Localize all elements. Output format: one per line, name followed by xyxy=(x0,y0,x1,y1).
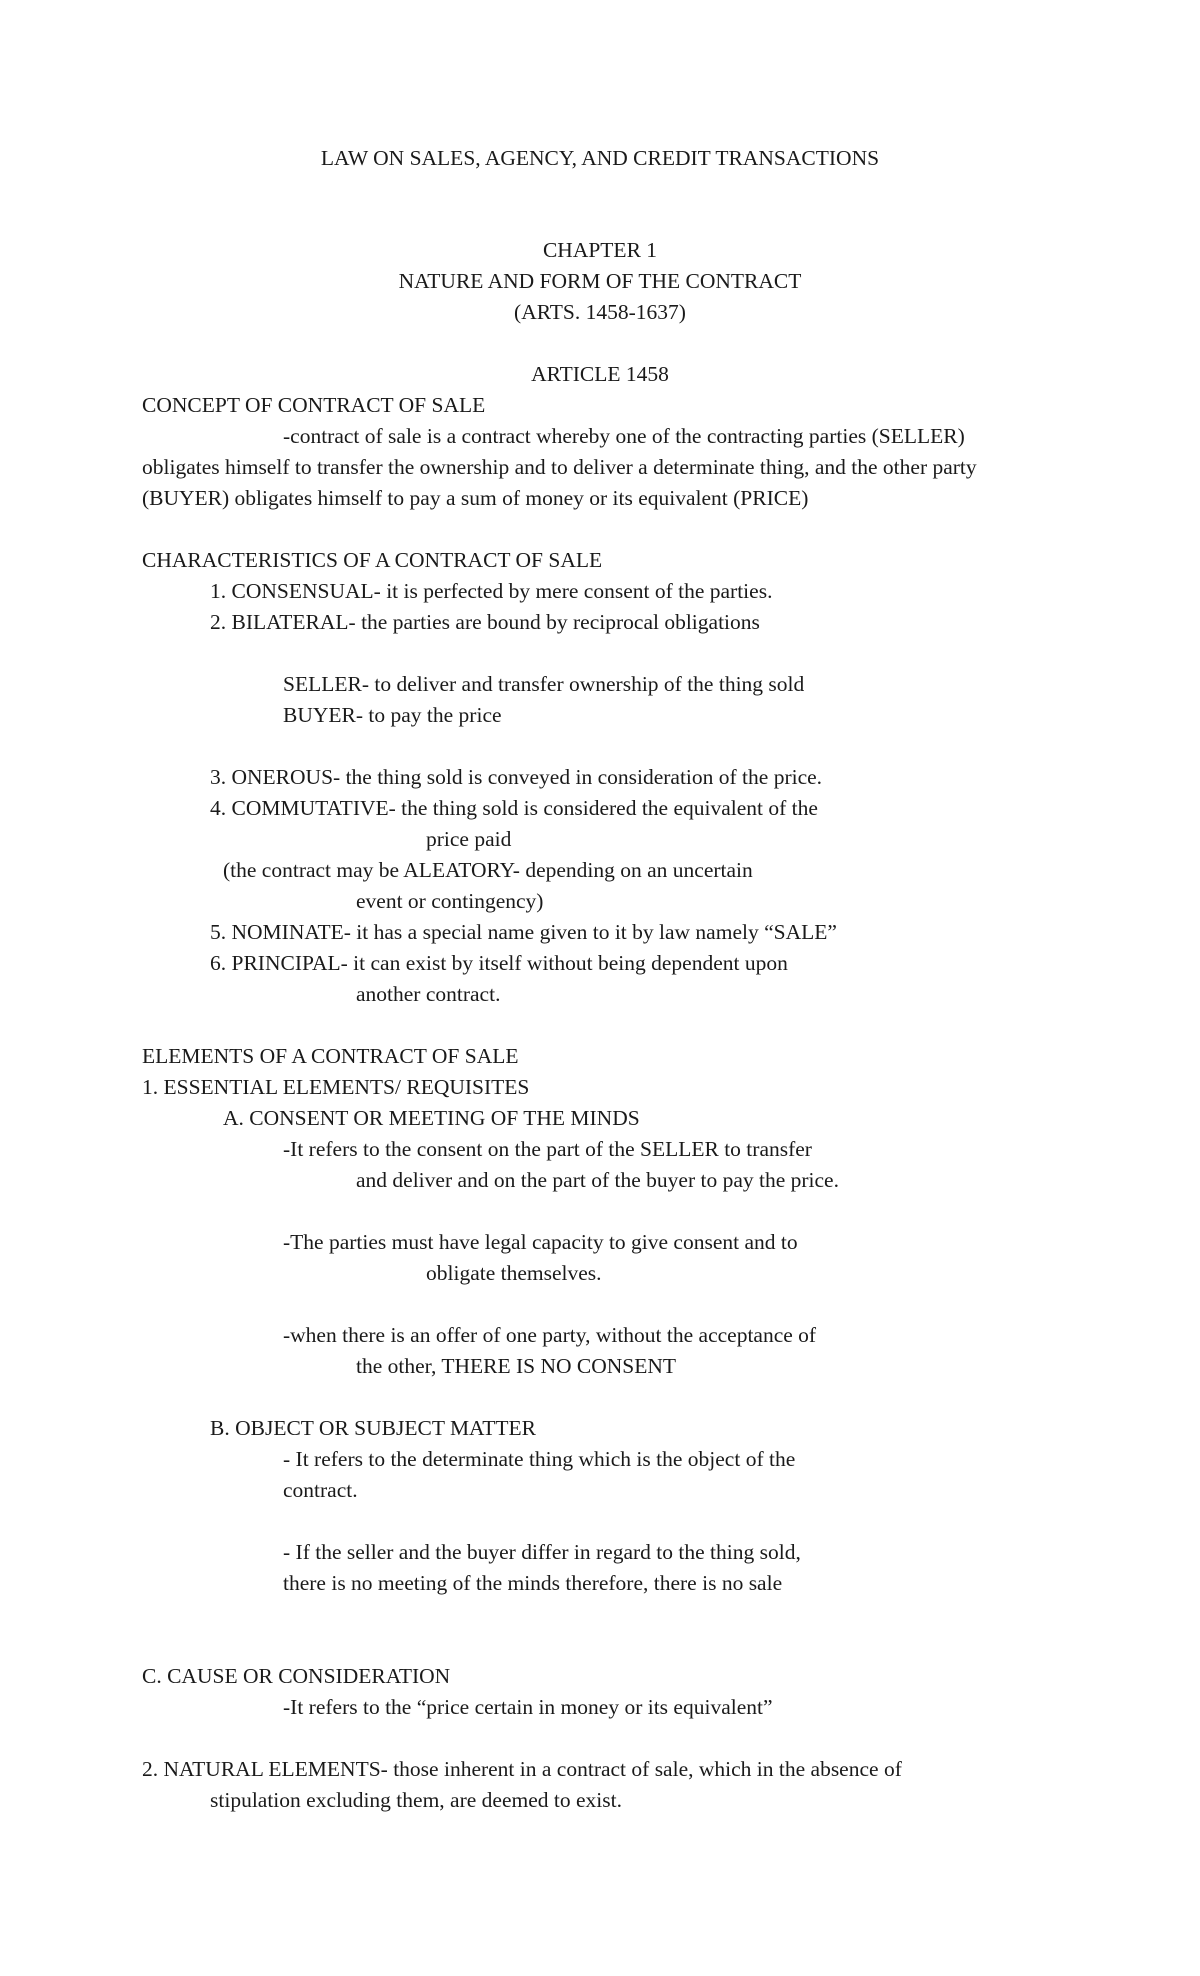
article-heading: ARTICLE 1458 xyxy=(531,362,669,386)
object-text: there is no meeting of the minds therefore, there is no sale xyxy=(283,1571,783,1595)
articles-range: (ARTS. 1458-1637) xyxy=(514,300,686,324)
aleatory-note-continuation: event or contingency) xyxy=(356,889,544,913)
characteristic-item: 3. ONEROUS- the thing sold is conveyed in consideration of the price. xyxy=(210,765,823,789)
concept-line: obligates himself to transfer the ownership and to deliver a determinate thing, and the other party xyxy=(142,455,977,479)
consent-text-continuation: obligate themselves. xyxy=(426,1261,602,1285)
concept-line: (BUYER) obligates himself to pay a sum of money or its equivalent (PRICE) xyxy=(142,486,809,510)
concept-line: -contract of sale is a contract whereby one of the contracting parties (SELLER) xyxy=(283,424,965,448)
seller-obligation: SELLER- to deliver and transfer ownership of the thing sold xyxy=(283,672,805,696)
document-title: LAW ON SALES, AGENCY, AND CREDIT TRANSACTIONS xyxy=(320,146,880,170)
elements-heading: ELEMENTS OF A CONTRACT OF SALE xyxy=(142,1044,519,1068)
cause-text: -It refers to the “price certain in money or its equivalent” xyxy=(283,1695,773,1719)
characteristic-item: 4. COMMUTATIVE- the thing sold is considered the equivalent of the xyxy=(210,796,818,820)
consent-text: -It refers to the consent on the part of the SELLER to transfer xyxy=(283,1137,812,1161)
chapter-title: NATURE AND FORM OF THE CONTRACT xyxy=(398,269,802,293)
consent-text: -when there is an offer of one party, without the acceptance of xyxy=(283,1323,817,1347)
consent-text-continuation: the other, THERE IS NO CONSENT xyxy=(356,1354,677,1378)
characteristic-item: 1. CONSENSUAL- it is perfected by mere consent of the parties. xyxy=(210,579,773,603)
buyer-obligation: BUYER- to pay the price xyxy=(283,703,502,727)
aleatory-note: (the contract may be ALEATORY- depending on an uncertain xyxy=(223,858,753,882)
characteristic-continuation: price paid xyxy=(426,827,512,851)
chapter-number: CHAPTER 1 xyxy=(542,238,658,262)
consent-text: -The parties must have legal capacity to give consent and to xyxy=(283,1230,798,1254)
essential-elements-heading: 1. ESSENTIAL ELEMENTS/ REQUISITES xyxy=(142,1075,530,1099)
object-heading: B. OBJECT OR SUBJECT MATTER xyxy=(210,1416,536,1440)
concept-heading: CONCEPT OF CONTRACT OF SALE xyxy=(142,393,486,417)
object-text: contract. xyxy=(283,1478,358,1502)
characteristic-item: 6. PRINCIPAL- it can exist by itself without being dependent upon xyxy=(210,951,788,975)
cause-heading: C. CAUSE OR CONSIDERATION xyxy=(142,1664,451,1688)
consent-text-continuation: and deliver and on the part of the buyer to pay the price. xyxy=(356,1168,839,1192)
object-text: - If the seller and the buyer differ in regard to the thing sold, xyxy=(283,1540,801,1564)
natural-elements-text: 2. NATURAL ELEMENTS- those inherent in a contract of sale, which in the absence of xyxy=(142,1757,902,1781)
natural-elements-continuation: stipulation excluding them, are deemed to exist. xyxy=(210,1788,622,1812)
characteristic-item: 5. NOMINATE- it has a special name given to it by law namely “SALE” xyxy=(210,920,837,944)
characteristics-heading: CHARACTERISTICS OF A CONTRACT OF SALE xyxy=(142,548,603,572)
consent-heading: A. CONSENT OR MEETING OF THE MINDS xyxy=(223,1106,640,1130)
characteristic-continuation: another contract. xyxy=(356,982,501,1006)
object-text: - It refers to the determinate thing which is the object of the xyxy=(283,1447,796,1471)
characteristic-item: 2. BILATERAL- the parties are bound by reciprocal obligations xyxy=(210,610,760,634)
